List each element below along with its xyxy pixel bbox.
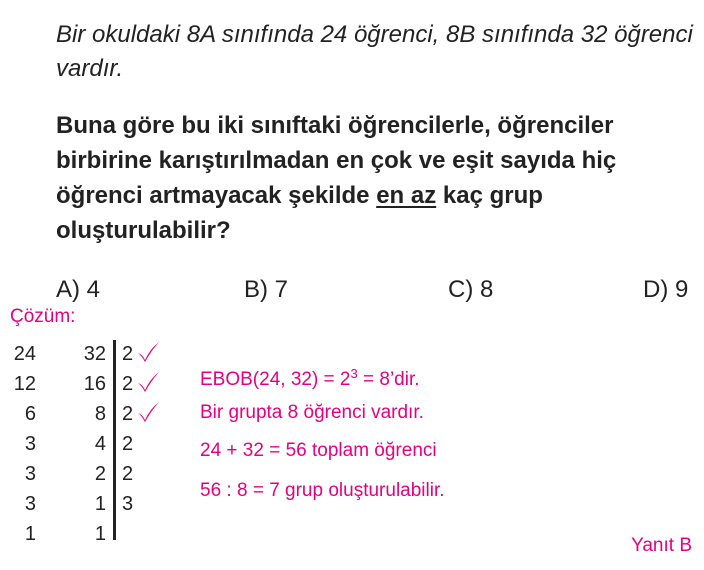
total-students-line: 24 + 32 = 56 toplam öğrenci [200,440,437,461]
question-text-1: Buna göre bu iki sınıftaki öğrencilerle, öğrenciler birbirine karıştırılmadan en çok ve eşit sayıda hiç öğrenci artmayacak şekilde [56,112,617,209]
problem-question [56,108,696,248]
divisor: 2 [122,373,134,395]
col1-value: 6 [24,403,36,425]
divisor: 2 [122,433,134,455]
choice-d: D) 9 [643,276,689,303]
col1-value: 12 [13,373,36,395]
choice-c: C) 8 [448,276,494,303]
col2-value: 8 [94,403,106,425]
col1-value: 3 [24,493,36,515]
question-underlined: en az [376,182,437,209]
solution-heading: Çözüm: [10,306,76,327]
divisor: 2 [122,463,134,485]
col1-value: 1 [24,523,36,545]
col2-value: 16 [83,373,106,395]
col1-value: 3 [24,463,36,485]
question-text-2: kaç grup oluşturulabilir? [56,182,543,244]
division-divider [113,340,116,540]
col2-value: 1 [94,523,106,545]
col1-value: 3 [24,433,36,455]
choice-b: B) 7 [244,276,289,303]
answer-label: Yanıt B [631,535,692,556]
checkmark-icon [136,341,160,363]
col2-value: 1 [94,493,106,515]
divisor: 2 [122,403,134,425]
checkmark-icon [136,371,160,393]
divisor: 3 [122,493,134,515]
checkmark-icon [136,401,160,423]
divisor: 2 [122,343,134,365]
col2-value: 4 [94,433,106,455]
problem-intro: Bir okuldaki 8A sınıfında 24 öğrenci, 8B sınıfında 32 öğrenci vardır. [56,21,693,82]
ebob-exponent: 3 [350,366,358,381]
ebob-line [200,366,420,391]
col2-value: 32 [83,343,106,365]
group-size-line: Bir grupta 8 öğrenci vardır. [200,402,424,423]
ebob-suffix: = 8’dir. [357,369,420,390]
ebob-prefix: EBOB(24, 32) = 2 [200,369,351,390]
choice-a: A) 4 [56,276,101,303]
group-count-line: 56 : 8 = 7 grup oluşturulabilir. [200,480,445,501]
col2-value: 2 [94,463,106,485]
col1-value: 24 [13,343,36,365]
